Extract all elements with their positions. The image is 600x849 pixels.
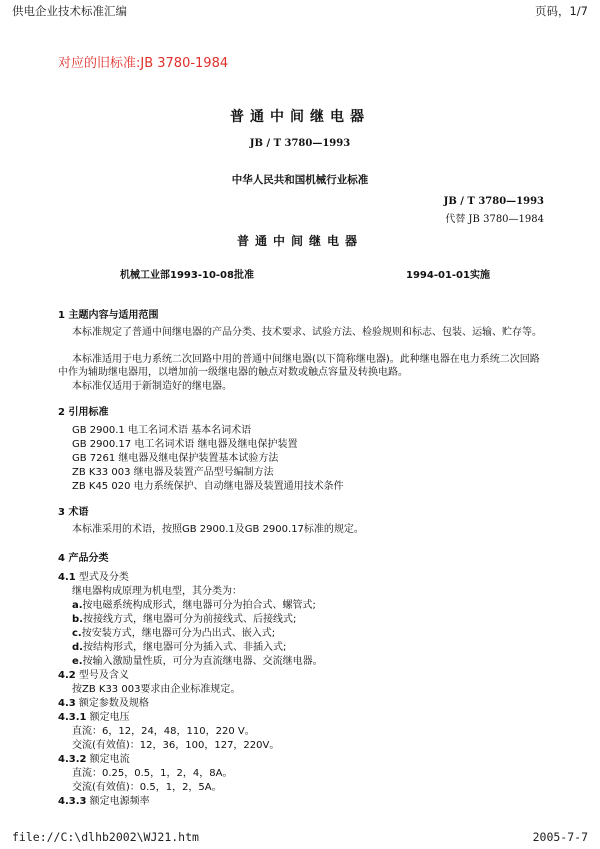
document-title-secondary: 普通中间继电器 <box>236 234 363 248</box>
standard-organization: 中华人民共和国机械行业标准 <box>231 174 369 186</box>
item-key: a. <box>72 600 83 611</box>
section-2-heading: 2 引用标准 <box>58 407 109 418</box>
classification-item <box>72 655 323 669</box>
rated-current-ac: 交流(有效值)：0.5，1，2，5A。 <box>72 782 222 793</box>
reference-item: ZB K33 003 继电器及装置产品型号编制方法 <box>72 467 274 478</box>
section-1-paragraph-2: 本标准适用于电力系统二次回路中用的普通中间继电器(以下简称继电器)。此种继电器在电力系统二次回路中作为辅助继电器用，以增加前一级继电器的触点对数或触点容量及转换电路。 <box>58 354 540 378</box>
subsection-4-1-intro: 继电器构成原理为机电型，其分类为： <box>72 586 242 597</box>
document-title: 普通中间继电器 <box>230 109 370 125</box>
page-number: 页码，1/7 <box>534 4 588 18</box>
item-key: d. <box>72 642 83 653</box>
subsection-4-3 <box>58 697 149 711</box>
file-path: file://C:\dlhb2002\WJ21.htm <box>12 830 199 844</box>
classification-item <box>72 613 296 627</box>
subsection-number: 4.3.1 <box>58 712 87 723</box>
subsection-4-2-text: 按ZB K33 003要求由企业标准规定。 <box>72 684 241 695</box>
rated-current-dc: 直流：0.25，0.5，1，2，4，8A。 <box>72 768 233 779</box>
rated-voltage-ac: 交流(有效值)：12，36，100，127，220V。 <box>72 740 280 751</box>
subsection-title: 额定电压 <box>86 712 130 723</box>
section-1-heading: 1 主题内容与适用范围 <box>58 310 159 321</box>
section-1-paragraph-1: 本标准规定了普通中间继电器的产品分类、技术要求、试验方法、检验规则和标志、包装、运输、贮存等。 <box>72 327 542 338</box>
reference-item: GB 7261 继电器及继电保护装置基本试验方法 <box>72 453 279 464</box>
reference-item: GB 2900.17 电工名词术语 继电器及继电保护装置 <box>72 439 298 450</box>
reference-item: ZB K45 020 电力系统保护、自动继电器及装置通用技术条件 <box>72 481 344 492</box>
subsection-number: 4.2 <box>58 670 76 681</box>
classification-item <box>72 627 275 641</box>
classification-item <box>72 641 286 655</box>
subsection-number: 4.1 <box>58 572 76 583</box>
subsection-4-2 <box>58 669 129 683</box>
effective-date: 1994-01-01实施 <box>406 270 490 281</box>
replaces-standard: 代替 JB 3780—1984 <box>445 214 544 225</box>
section-3-heading: 3 术语 <box>58 507 89 518</box>
item-key: c. <box>72 628 82 639</box>
subsection-4-3-3 <box>58 795 150 809</box>
classification-item <box>72 599 316 613</box>
subsection-4-3-1 <box>58 711 130 725</box>
item-text: 按接线方式，继电器可分为前接线式、后接线式; <box>82 614 297 625</box>
item-text: 按安装方式，继电器可分为凸出式、嵌入式; <box>81 628 276 639</box>
subsection-number: 4.3.3 <box>58 796 87 807</box>
item-text: 按结构形式，继电器可分为插入式、非插入式; <box>82 642 287 653</box>
reference-item: GB 2900.1 电工名词术语 基本名词术语 <box>72 425 252 436</box>
standard-code: JB / T 3780—1993 <box>249 138 351 149</box>
subsection-number: 4.3 <box>58 698 76 709</box>
old-standard-link[interactable]: 对应的旧标准:JB 3780-1984 <box>58 56 229 71</box>
standard-code-right: JB / T 3780—1993 <box>443 196 544 207</box>
browser-header-title: 供电企业技术标准汇编 <box>12 4 127 18</box>
rated-voltage-dc: 直流：6，12，24，48，110，220 V。 <box>72 726 255 737</box>
subsection-title: 型式及分类 <box>75 572 129 583</box>
section-3-paragraph: 本标准采用的术语，按照GB 2900.1及GB 2900.17标准的规定。 <box>72 524 364 535</box>
section-4-heading: 4 产品分类 <box>58 553 109 564</box>
subsection-title: 额定电流 <box>86 754 130 765</box>
item-text: 按电磁系统构成形式，继电器可分为拍合式、螺管式; <box>82 600 316 611</box>
subsection-title: 型号及含义 <box>75 670 129 681</box>
item-key: e. <box>72 656 83 667</box>
subsection-4-3-2 <box>58 753 130 767</box>
print-date: 2005-7-7 <box>532 830 588 844</box>
item-key: b. <box>72 614 83 625</box>
item-text: 按输入激励量性质，可分为直流继电器、交流继电器。 <box>82 656 323 667</box>
section-1-paragraph-3: 本标准仅适用于新制造好的继电器。 <box>72 381 232 392</box>
subsection-number: 4.3.2 <box>58 754 87 765</box>
subsection-4-1 <box>58 571 129 585</box>
subsection-title: 额定参数及规格 <box>75 698 149 709</box>
subsection-title: 额定电源频率 <box>86 796 150 807</box>
approval-date: 机械工业部1993-10-08批准 <box>120 270 254 281</box>
